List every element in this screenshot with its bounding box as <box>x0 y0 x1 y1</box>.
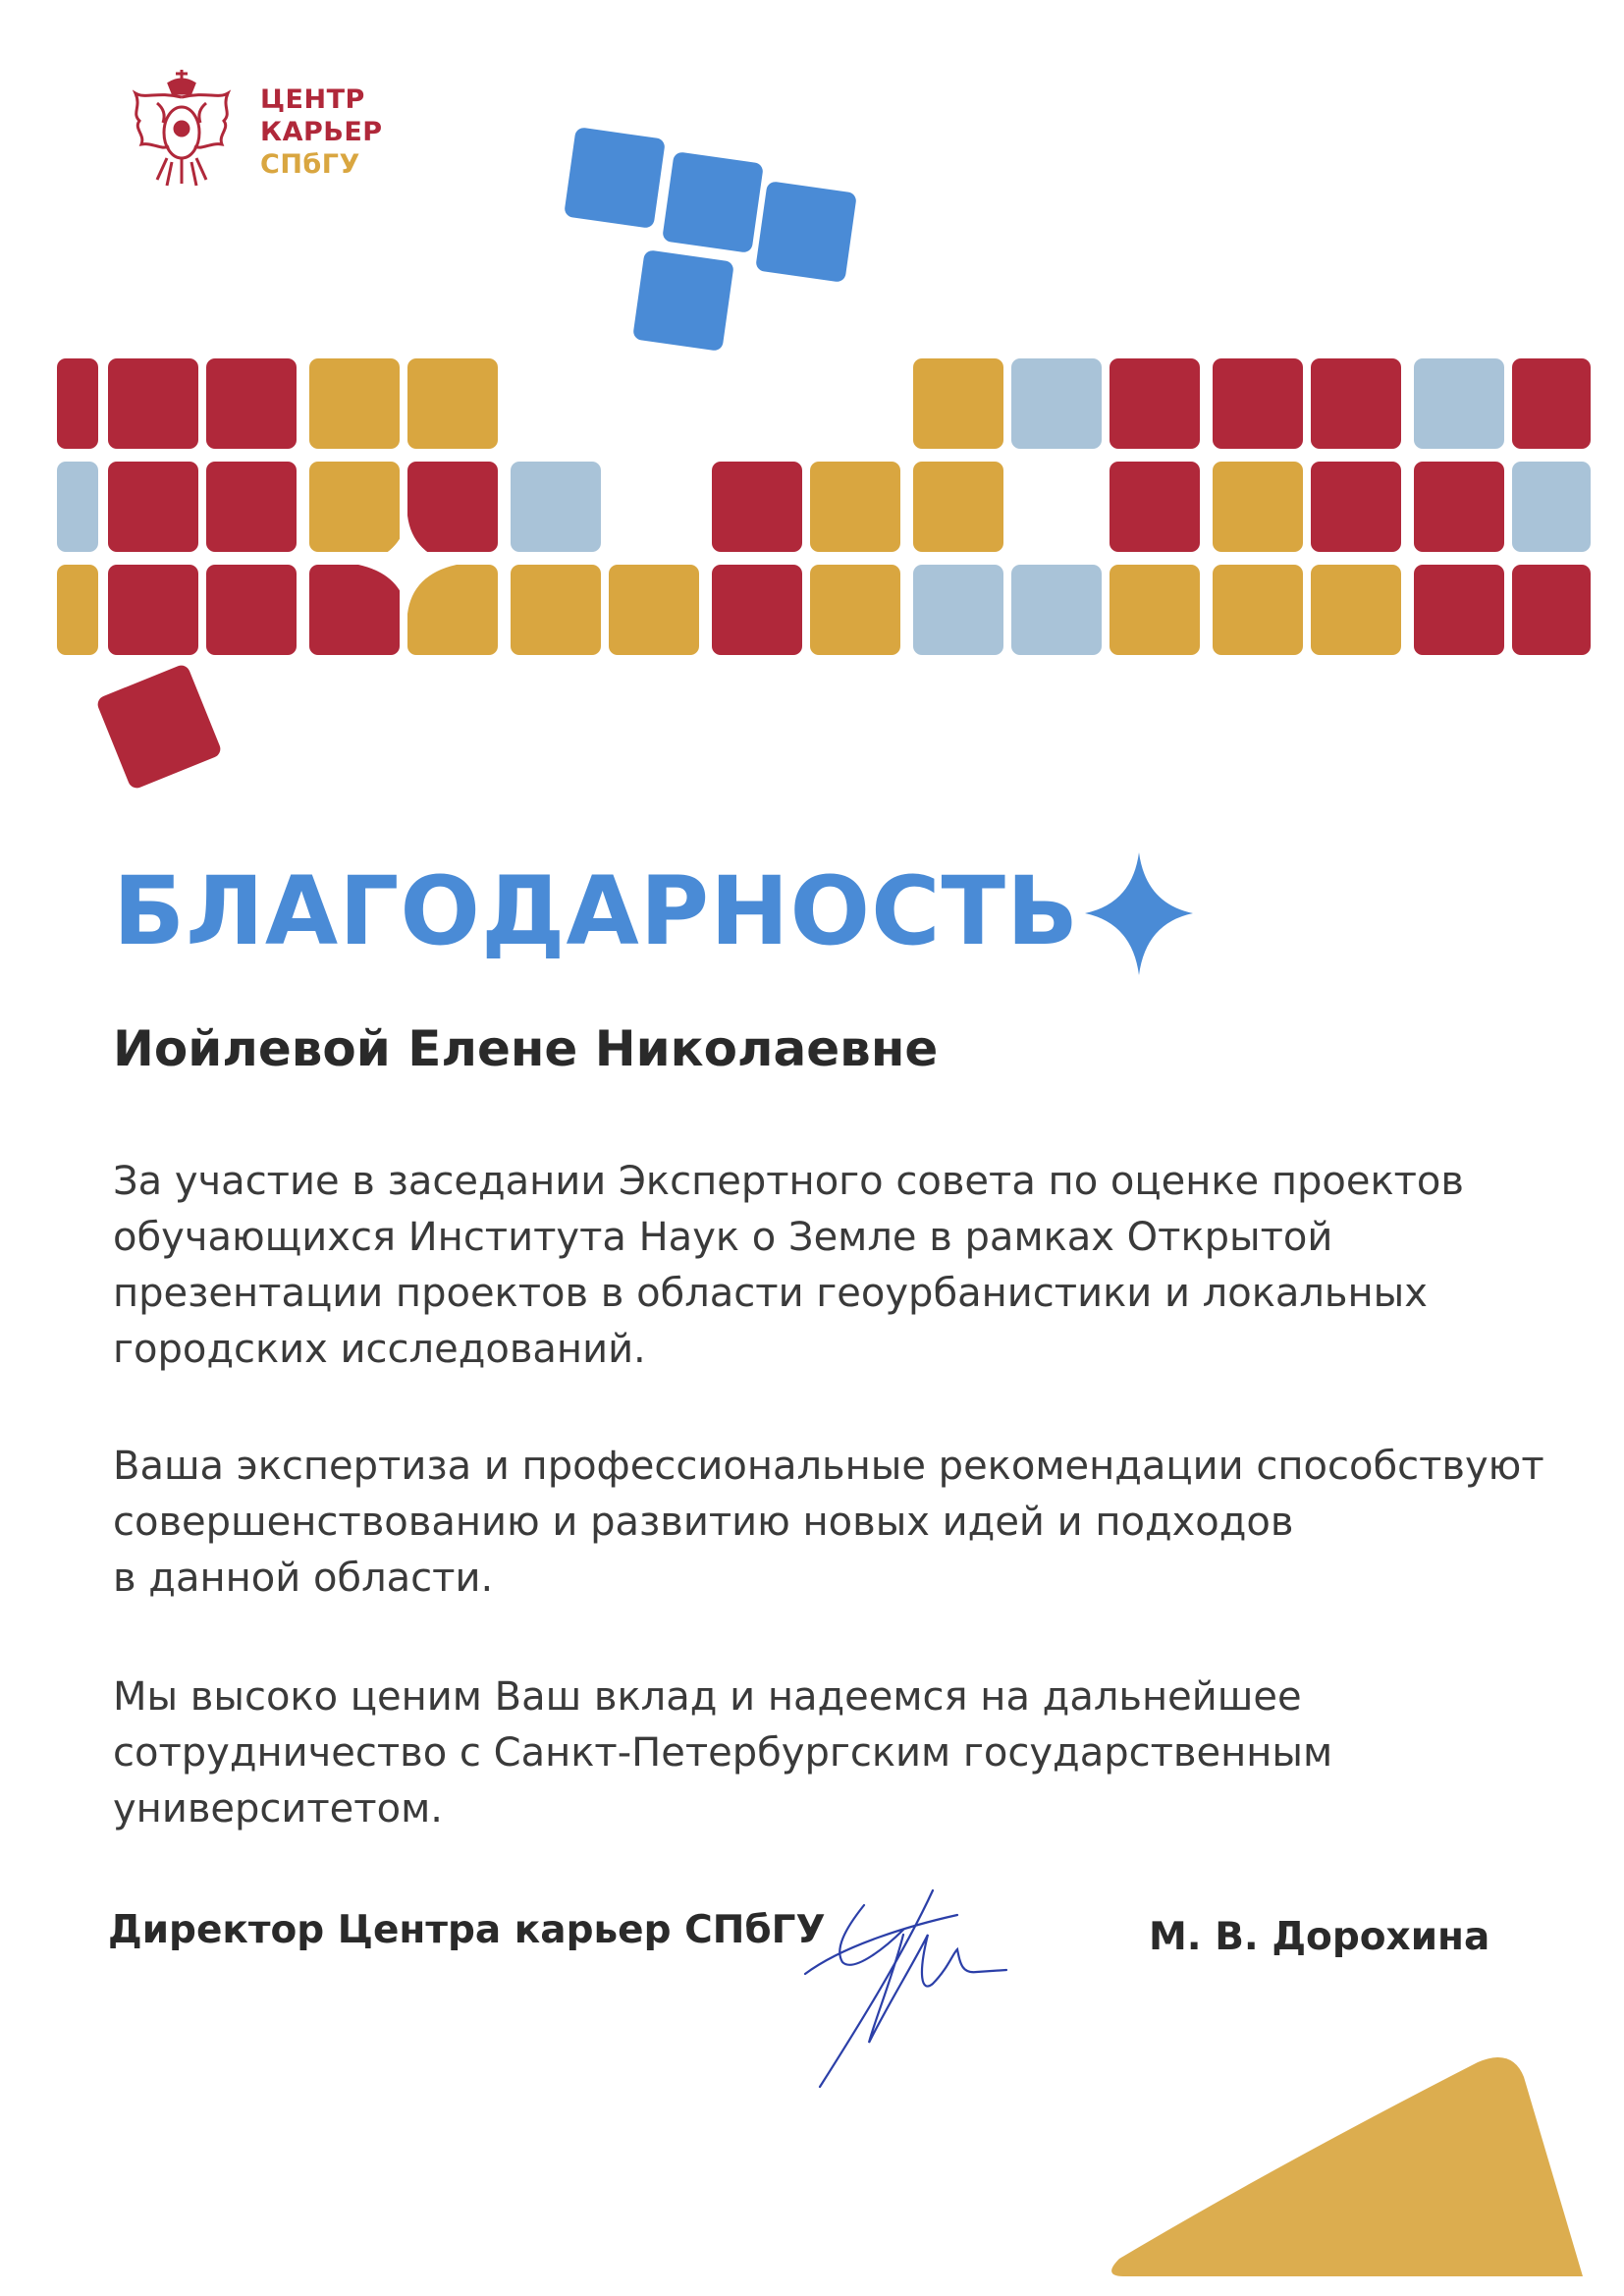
mosaic-tile <box>712 462 802 552</box>
mosaic-tile <box>407 462 498 552</box>
text-line: обучающихся Института Наук о Земле в рамках Открытой <box>113 1215 1333 1260</box>
mosaic-tile <box>57 462 98 552</box>
text-line: Ваша экспертиза и профессиональные рекомендации способствуют <box>113 1444 1544 1489</box>
mosaic-tile <box>511 462 601 552</box>
four-point-star-icon <box>1085 852 1193 975</box>
mosaic-tile <box>913 565 1003 655</box>
mosaic-tile <box>755 181 857 283</box>
paragraph-expertise <box>113 1439 1544 1607</box>
signer-name: М. В. Дорохина <box>1149 1915 1490 1959</box>
mosaic-tile <box>309 462 400 552</box>
mosaic-tile <box>632 249 734 352</box>
mosaic-tile <box>108 565 198 655</box>
mosaic-tile <box>1213 462 1303 552</box>
mosaic-tile <box>564 127 666 229</box>
mosaic-tile <box>609 565 699 655</box>
mosaic-tile <box>1414 358 1504 449</box>
paragraph-gratitude <box>113 1669 1517 1837</box>
mosaic-tile <box>810 462 900 552</box>
mosaic-tile <box>108 358 198 449</box>
mosaic-tile <box>309 565 400 655</box>
mosaic-tile <box>206 358 297 449</box>
mosaic-tile <box>511 565 601 655</box>
mosaic-tile <box>913 358 1003 449</box>
mosaic-tile <box>1512 462 1591 552</box>
text-line: презентации проектов в области геоурбанистики и локальных <box>113 1271 1428 1316</box>
mosaic-tile <box>1311 565 1401 655</box>
mosaic-tile <box>1311 462 1401 552</box>
mosaic-tile <box>57 565 98 655</box>
mosaic-tile <box>1311 358 1401 449</box>
mosaic-tile <box>1512 565 1591 655</box>
mosaic-tile <box>1011 565 1102 655</box>
mosaic-tile <box>1110 358 1200 449</box>
text-line: в данной области. <box>113 1556 494 1601</box>
logo-line-1: ЦЕНТР <box>260 84 365 115</box>
text-line: Мы высоко ценим Ваш вклад и надеемся на дальнейшее <box>113 1674 1302 1720</box>
mosaic-tile <box>57 358 98 449</box>
mosaic-tile <box>95 663 223 791</box>
text-line: городских исследований. <box>113 1327 646 1372</box>
mosaic-tile <box>1110 565 1200 655</box>
mosaic-tile <box>108 462 198 552</box>
mosaic-tile <box>407 358 498 449</box>
logo-line-2: КАРЬЕР <box>260 117 383 147</box>
document-title: БЛАГОДАРНОСТЬ <box>113 856 1080 966</box>
mosaic-tile <box>1213 565 1303 655</box>
mosaic-tile <box>810 565 900 655</box>
mosaic-tile <box>662 151 764 253</box>
handwritten-signature <box>795 1876 1041 2092</box>
paragraph-participation <box>113 1154 1517 1378</box>
mosaic-tile <box>1414 462 1504 552</box>
logo-line-3: СПбГУ <box>260 149 360 180</box>
text-line: университетом. <box>113 1786 443 1831</box>
mosaic-tile <box>206 565 297 655</box>
mosaic-tile <box>1011 358 1102 449</box>
mosaic-tile <box>309 358 400 449</box>
mosaic-tile <box>712 565 802 655</box>
mosaic-tile <box>913 462 1003 552</box>
recipient-name: Иойлевой Елене Николаевне <box>113 1020 939 1077</box>
mosaic-tile <box>1213 358 1303 449</box>
decorative-mosaic <box>0 0 1624 815</box>
gold-trapezoid <box>1111 2057 1583 2276</box>
mosaic-tile <box>1414 565 1504 655</box>
mosaic-tile <box>1110 462 1200 552</box>
signer-position: Директор Центра карьер СПбГУ <box>108 1908 826 1952</box>
mosaic-tile <box>206 462 297 552</box>
text-line: За участие в заседании Экспертного совета по оценке проектов <box>113 1159 1464 1204</box>
text-line: сотрудничество с Санкт-Петербургским государственным <box>113 1730 1333 1776</box>
text-line: совершенствованию и развитию новых идей и подходов <box>113 1500 1294 1545</box>
mosaic-tile <box>1512 358 1591 449</box>
